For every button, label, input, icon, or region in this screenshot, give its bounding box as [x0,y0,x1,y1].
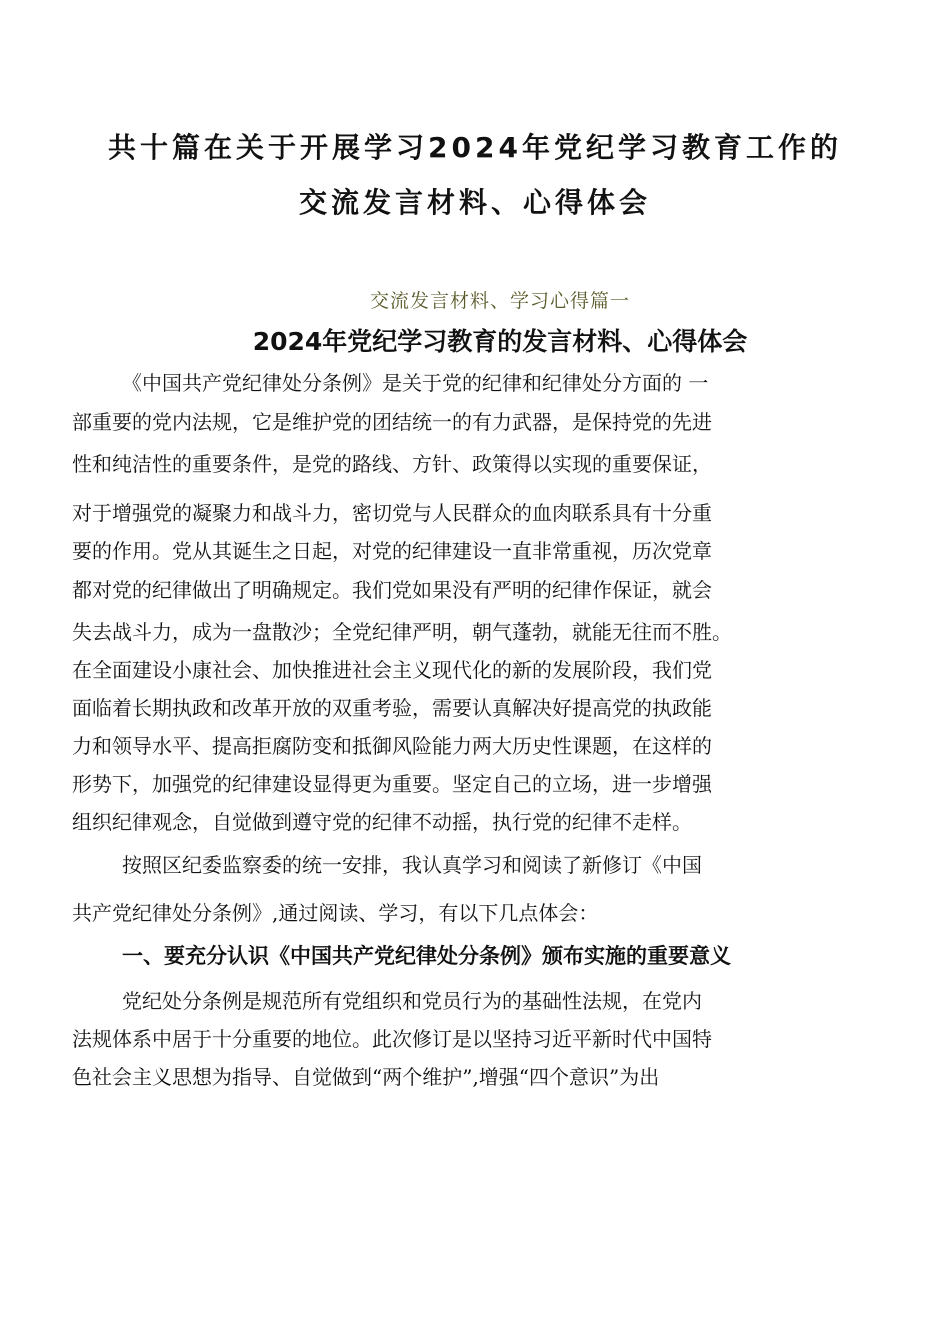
paragraph-line: 组织纪律观念，自觉做到遵守党的纪律不动摇，执行党的纪律不走样。 [72,810,692,834]
paragraph-line: 按照区纪委监察委的统一安排，我认真学习和阅读了新修订《中国 [122,853,702,877]
paragraph-line: 共产党纪律处分条例》,通过阅读、学习，有以下几点体会： [72,901,599,925]
paragraph-line: 法规体系中居于十分重要的地位。此次修订是以坚持习近平新时代中国特 [72,1027,712,1051]
paragraph-line: 《中国共产党纪律处分条例》是关于党的纪律和纪律处分方面的 一 [122,371,709,395]
article-heading: 2024年党纪学习教育的发言材料、心得体会 [252,327,748,356]
document-title-line-2: 交流发言材料、心得体会 [298,186,651,219]
paragraph-line: 形势下，加强党的纪律建设显得更为重要。坚定自己的立场，进一步增强 [72,772,712,796]
paragraph-line: 都对党的纪律做出了明确规定。我们党如果没有严明的纪律作保证，就会 [72,578,712,602]
paragraph-line: 力和领导水平、提高拒腐防变和抵御风险能力两大历史性课题，在这样的 [72,734,712,758]
paragraph-line: 要的作用。党从其诞生之日起，对党的纪律建设一直非常重视，历次党章 [72,539,712,563]
section-heading: 一、要充分认识《中国共产党纪律处分条例》颁布实施的重要意义 [122,944,731,968]
paragraph-line: 失去战斗力，成为一盘散沙；全党纪律严明，朝气蓬勃，就能无往而不胜。 [72,620,732,644]
paragraph-line: 面临着长期执政和改革开放的双重考验，需要认真解决好提高党的执政能 [72,696,712,720]
article-subtitle: 交流发言材料、学习心得篇一 [369,290,630,312]
paragraph-line: 性和纯洁性的重要条件，是党的路线、方针、政策得以实现的重要保证， [72,452,712,476]
paragraph-line: 对于增强党的凝聚力和战斗力，密切党与人民群众的血肉联系具有十分重 [72,501,712,525]
paragraph-line: 党纪处分条例是规范所有党组织和党员行为的基础性法规，在党内 [122,989,702,1013]
paragraph-line: 在全面建设小康社会、加快推进社会主义现代化的新的发展阶段，我们党 [72,658,712,682]
document-title-line-1: 共十篇在关于开展学习2024年党纪学习教育工作的 [108,131,842,164]
paragraph-line: 部重要的党内法规，它是维护党的团结统一的有力武器，是保持党的先进 [72,410,712,434]
paragraph-line: 色社会主义思想为指导、自觉做到“两个维护”,增强“四个意识”为出 [72,1065,660,1089]
